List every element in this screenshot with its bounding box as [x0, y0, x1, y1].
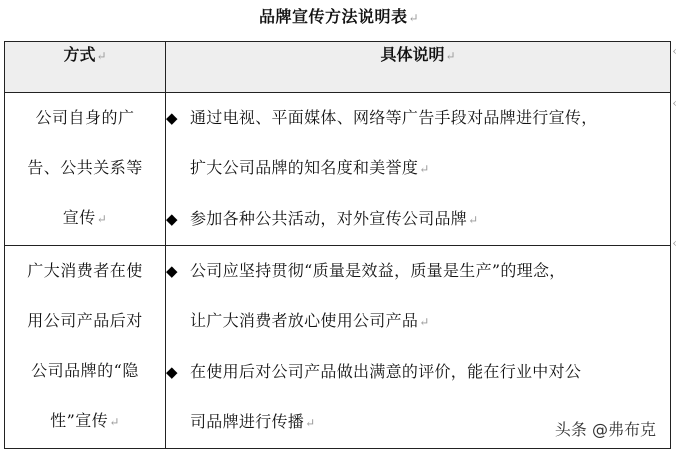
- method-line: 公司品牌的“隐: [31, 361, 139, 380]
- brand-promotion-table: [4, 41, 671, 449]
- method-line: 用公司产品后对: [27, 311, 143, 330]
- paragraph-mark-icon: ↵: [468, 213, 479, 227]
- method-cell: [5, 93, 166, 246]
- text-line: 公司应坚持贯彻“质量是效益，质量是生产”的理念，: [190, 261, 566, 280]
- text-line: [190, 143, 670, 194]
- paragraph-mark-icon: ↵: [419, 162, 430, 176]
- method-line: 告、公共关系等: [27, 158, 143, 177]
- paragraph-mark-icon: ↵: [305, 416, 316, 430]
- text-line: [190, 296, 670, 347]
- watermark: 头条 @弗布克: [554, 420, 656, 439]
- diamond-bullet-icon: ◆: [166, 109, 178, 127]
- paragraph-mark-icon: ↵: [96, 49, 107, 63]
- list-item-text: [190, 246, 670, 347]
- table-header-row: [5, 42, 671, 93]
- text-line-content: 让广大消费者放心使用公司产品: [190, 311, 419, 330]
- diamond-bullet-icon: ◆: [166, 363, 178, 381]
- table-row: [5, 93, 671, 246]
- header-detail-label: 具体说明: [380, 45, 445, 64]
- document-title: [0, 6, 678, 29]
- header-method-label: 方式: [63, 45, 96, 64]
- paragraph-mark-icon: ↵: [445, 49, 456, 63]
- detail-cell: [166, 93, 671, 246]
- text-line-content: 参加各种公共活动，对外宣传公司品牌: [190, 209, 468, 228]
- list-item-text: [190, 194, 670, 245]
- text-line: 在使用后对公司产品做出满意的评价，能在行业中对公: [190, 362, 582, 381]
- list-item: [166, 93, 670, 194]
- list-item: [166, 194, 670, 245]
- method-line: 广大消费者在使: [27, 261, 143, 280]
- method-line-text: 性”宣传: [50, 411, 109, 430]
- list-item-text: [190, 93, 670, 194]
- method-line: [5, 396, 165, 447]
- method-line: 公司自身的广: [35, 108, 135, 127]
- paragraph-mark-icon: ↵: [109, 415, 120, 429]
- cell-end-marker-icon: ‹: [672, 44, 677, 58]
- diamond-bullet-icon: ◆: [166, 262, 178, 280]
- paragraph-mark-icon: ↵: [419, 315, 430, 329]
- text-line: 通过电视、平面媒体、网络等广告手段对品牌进行宣传，: [190, 108, 598, 127]
- text-line-content: 司品牌进行传播: [190, 412, 305, 431]
- diamond-bullet-icon: ◆: [166, 210, 178, 228]
- header-detail: [166, 42, 671, 93]
- cell-end-marker-icon: ‹: [672, 236, 677, 250]
- header-method: [5, 42, 166, 93]
- document-title-text: 品牌宣传方法说明表: [258, 7, 408, 26]
- paragraph-mark-icon: ↵: [408, 11, 420, 25]
- text-line: [190, 194, 670, 245]
- method-cell: [5, 246, 166, 449]
- cell-end-marker-icon: ‹: [672, 96, 677, 110]
- paragraph-mark-icon: ↵: [96, 212, 108, 226]
- method-line-text: 宣传: [62, 208, 96, 227]
- method-line: [5, 193, 165, 244]
- list-item: [166, 246, 670, 347]
- text-line-content: 扩大公司品牌的知名度和美誉度: [190, 158, 419, 177]
